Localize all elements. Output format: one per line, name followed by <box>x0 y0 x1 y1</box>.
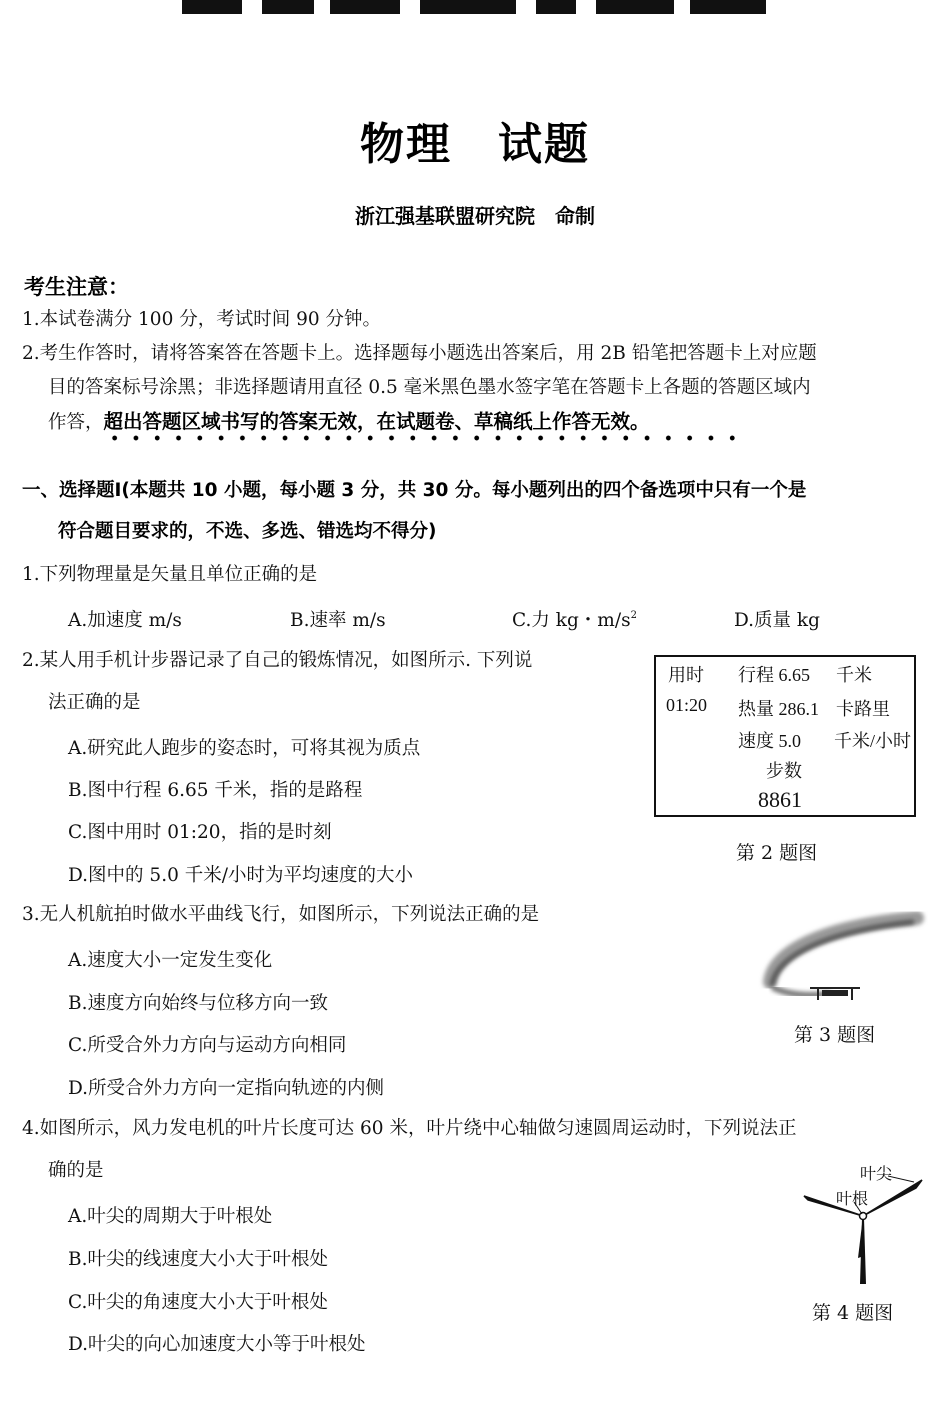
notice-item-1: 1.本试卷满分 100 分，考试时间 90 分钟。 <box>22 309 382 330</box>
section-heading: 一、选择题Ⅰ(本题共 10 小题，每小题 3 分，共 30 分。每小题列出的四个备选项中只有一个是 <box>22 480 807 501</box>
question-4-stem-cont: 确的是 <box>48 1160 104 1181</box>
question-1-option-c <box>512 606 637 632</box>
header-fragment <box>420 0 516 14</box>
page-title: 物理 试题 <box>360 119 590 170</box>
header-fragment <box>262 0 314 14</box>
section-heading-cont: 符合题目要求的，不选、多选、错选均不得分) <box>58 521 437 542</box>
emphasis-dots <box>104 435 744 441</box>
emphasized-warning: 超出答题区域书写的答案无效，在试题卷、草稿纸上作答无效。 <box>103 410 650 433</box>
header-fragment <box>690 0 766 14</box>
pedometer-figure <box>654 655 916 817</box>
figure-3-caption: 第 3 题图 <box>794 1024 876 1046</box>
drone-trail-figure <box>752 904 928 1012</box>
speed: 速度 5.0 <box>738 731 801 751</box>
distance-unit: 千米 <box>836 665 872 685</box>
question-1-option-c-text: C.力 kg・m/s <box>512 610 631 631</box>
smoke-tail <box>774 988 828 995</box>
question-3-option-d: D.所受合外力方向一定指向轨迹的内侧 <box>68 1078 385 1099</box>
notice-item-2: 2.考生作答时，请将答案答在答题卡上。选择题每小题选出答案后，用 2B 铅笔把答题卡上对应题 <box>22 343 817 364</box>
question-2-option-b: B.图中行程 6.65 千米，指的是路程 <box>68 780 363 801</box>
question-4-stem: 4.如图所示，风力发电机的叶片长度可达 60 米，叶片绕中心轴做匀速圆周运动时，下列说法正 <box>22 1118 797 1139</box>
time-value: 01:20 <box>666 695 708 715</box>
header-fragment <box>182 0 242 14</box>
question-1-option-a: A.加速度 m/s <box>68 610 182 631</box>
blade-root-label: 叶根 <box>836 1189 869 1208</box>
question-2-stem-cont: 法正确的是 <box>48 692 141 713</box>
drone-icon <box>810 988 860 1000</box>
question-3-option-a: A.速度大小一定发生变化 <box>68 950 273 971</box>
cut-off-header <box>0 0 950 28</box>
question-1-option-d: D.质量 kg <box>734 610 820 631</box>
question-4-option-b: B.叶尖的线速度大小大于叶根处 <box>68 1249 328 1270</box>
header-fragment <box>536 0 576 14</box>
question-1-option-b: B.速率 m/s <box>290 610 386 631</box>
notice-item-2-cont: 目的答案标号涂黑；非选择题请用直径 0.5 毫米黑色墨水签字笔在答题卡上各题的答题区域内 <box>48 377 811 398</box>
notice-item-2-lead: 作答， <box>48 412 104 433</box>
notice-item-2-end <box>48 410 650 435</box>
question-2-stem: 2.某人用手机计步器记录了自己的锻炼情况，如图所示. 下列说 <box>22 650 533 671</box>
blade-tip-label: 叶尖 <box>860 1164 893 1183</box>
question-3-option-b: B.速度方向始终与位移方向一致 <box>68 993 328 1014</box>
steps-label: 步数 <box>766 761 802 781</box>
notice-heading: 考生注意： <box>24 275 129 299</box>
question-2-option-a: A.研究此人跑步的姿态时，可将其视为质点 <box>68 738 421 759</box>
question-1-stem: 1.下列物理量是矢量且单位正确的是 <box>22 564 318 585</box>
question-4-option-c: C.叶尖的角速度大小大于叶根处 <box>68 1292 328 1313</box>
distance: 行程 6.65 <box>738 665 810 685</box>
question-2-option-c: C.图中用时 01:20，指的是时刻 <box>68 822 332 843</box>
speed-unit: 千米/小时 <box>834 731 912 751</box>
calorie: 热量 286.1 <box>738 699 819 719</box>
figure-4-caption: 第 4 题图 <box>812 1302 894 1324</box>
question-2-option-d: D.图中的 5.0 千米/小时为平均速度的大小 <box>68 865 413 886</box>
steps-value: 8861 <box>758 787 802 812</box>
figure-2-caption: 第 2 题图 <box>736 842 818 864</box>
superscript: 2 <box>630 610 637 621</box>
question-4-option-d: D.叶尖的向心加速度大小等于叶根处 <box>68 1334 366 1355</box>
time-label: 用时 <box>668 665 704 685</box>
smoke-trail <box>770 918 917 982</box>
header-fragment <box>596 0 674 14</box>
question-3-stem: 3.无人机航拍时做水平曲线飞行，如图所示，下列说法正确的是 <box>22 904 540 925</box>
author-line: 浙江强基联盟研究院 命制 <box>355 204 595 228</box>
question-3-option-c: C.所受合外力方向与运动方向相同 <box>68 1035 347 1056</box>
header-fragment <box>330 0 400 14</box>
calorie-unit: 卡路里 <box>836 699 890 719</box>
question-4-option-a: A.叶尖的周期大于叶根处 <box>68 1206 273 1227</box>
